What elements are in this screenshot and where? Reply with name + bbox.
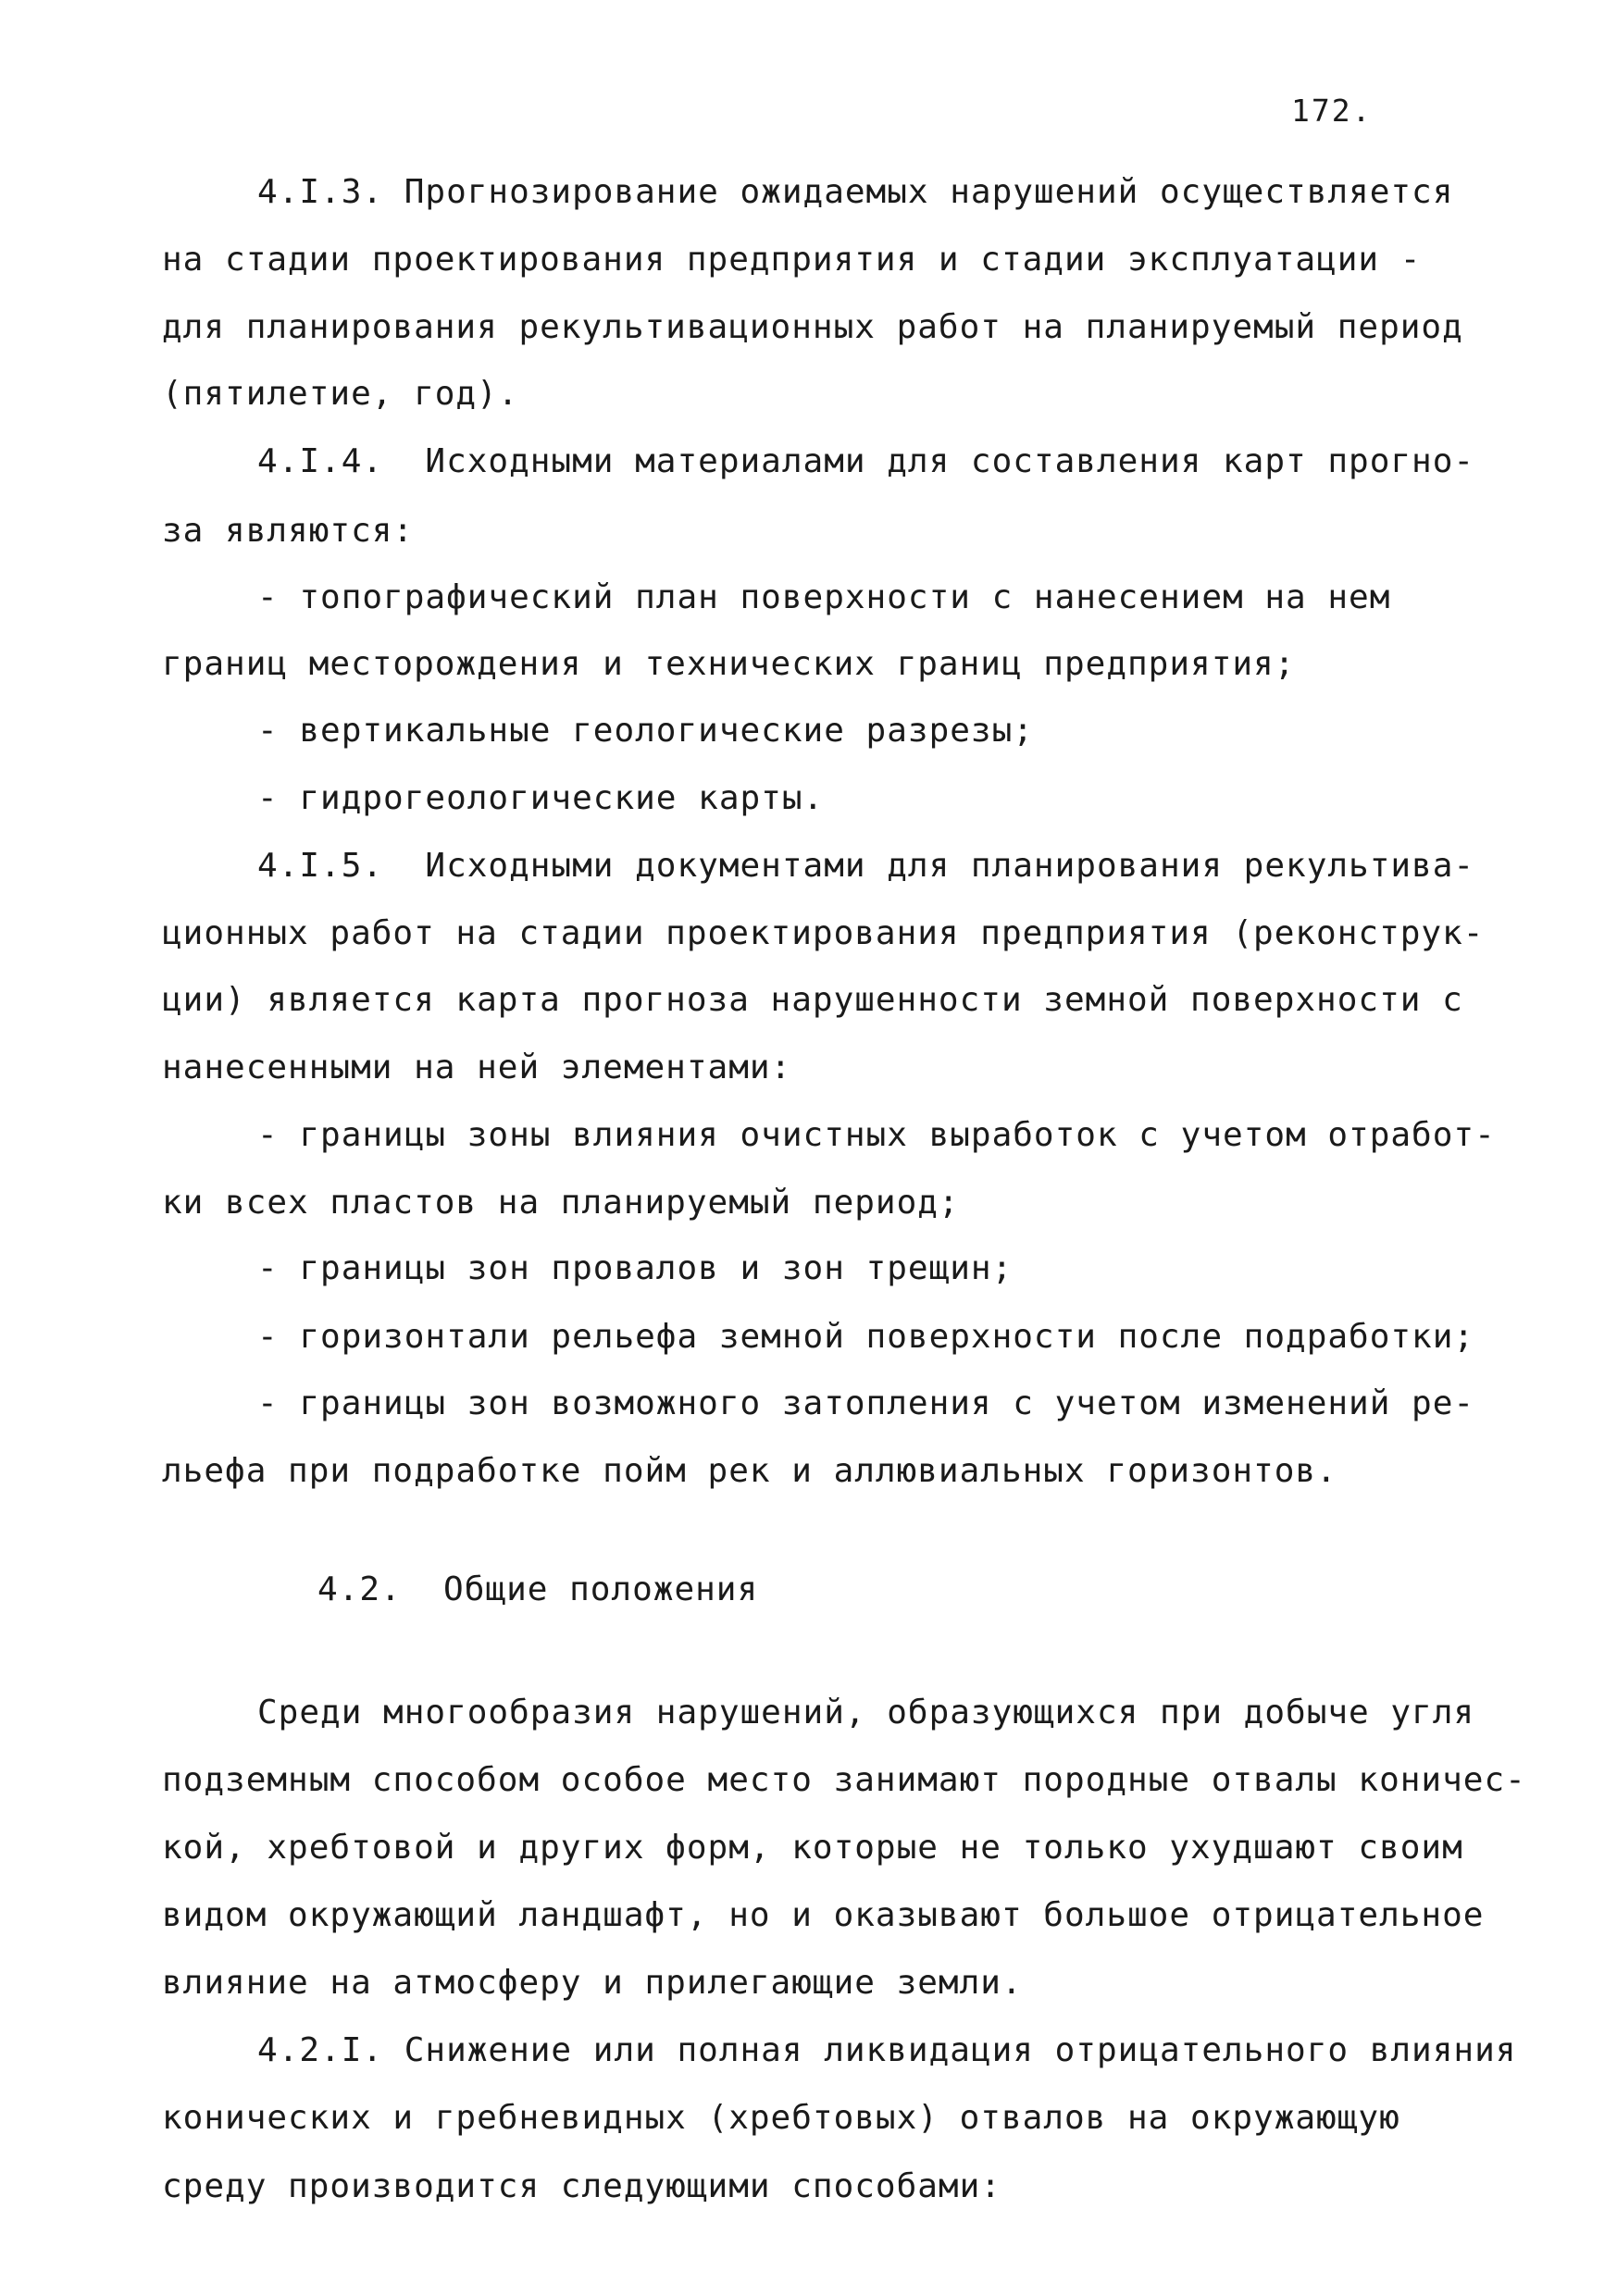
- list-item: - границы зоны влияния очистных выработок с учетом отработ-: [257, 1116, 1496, 1154]
- text-line: среду производится следующими способами:: [162, 2167, 1001, 2205]
- text-line: за являются:: [162, 512, 415, 550]
- text-line: (пятилетие, год).: [162, 375, 519, 413]
- text-line: льефа при подработке пойм рек и аллювиальных горизонтов.: [162, 1452, 1337, 1490]
- text-line: влияние на атмосферу и прилегающие земли.: [162, 1964, 1023, 2002]
- text-line: конических и гребневидных (хребтовых) отвалов на окружающую: [162, 2099, 1400, 2137]
- text-line: ционных работ на стадии проектирования предприятия (реконструк-: [162, 914, 1485, 952]
- text-line: на стадии проектирования предприятия и стадии эксплуатации -: [162, 241, 1422, 279]
- text-line: 4.I.4. Исходными материалами для составления карт прогно-: [257, 442, 1475, 480]
- text-line: границ месторождения и технических границ предприятия;: [162, 645, 1296, 683]
- list-item: - гидрогеологические карты.: [257, 779, 825, 817]
- page-number: 172.: [1291, 93, 1373, 129]
- text-line: для планирования рекультивационных работ на планируемый период: [162, 308, 1463, 346]
- text-line: ции) является карта прогноза нарушенности земной поверхности с: [162, 981, 1463, 1019]
- list-item: - горизонтали рельефа земной поверхности после подработки;: [257, 1318, 1475, 1356]
- section-heading: 4.2. Общие положения: [317, 1570, 759, 1608]
- text-line: 4.I.3. Прогнозирование ожидаемых нарушений осуществляется: [257, 173, 1454, 211]
- text-line: 4.2.I. Снижение или полная ликвидация отрицательного влияния: [257, 2031, 1517, 2069]
- text-line: ки всех пластов на планируемый период;: [162, 1184, 960, 1222]
- list-item: - вертикальные геологические разрезы;: [257, 712, 1034, 750]
- list-item: - топографический план поверхности с нанесением на нем: [257, 578, 1391, 616]
- text-line: видом окружающий ландшафт, но и оказывают большое отрицательное: [162, 1896, 1485, 1934]
- text-line: 4.I.5. Исходными документами для планирования рекультива-: [257, 847, 1475, 885]
- text-line: нанесенными на ней элементами:: [162, 1049, 792, 1086]
- text-line: Среди многообразия нарушений, образующихся при добыче угля: [257, 1694, 1475, 1731]
- list-item: - границы зон провалов и зон трещин;: [257, 1249, 1014, 1287]
- text-line: подземным способом особое место занимают породные отвалы коничес-: [162, 1761, 1526, 1799]
- list-item: - границы зон возможного затопления с учетом изменений ре-: [257, 1384, 1475, 1422]
- text-line: кой, хребтовой и других форм, которые не только ухудшают своим: [162, 1829, 1463, 1867]
